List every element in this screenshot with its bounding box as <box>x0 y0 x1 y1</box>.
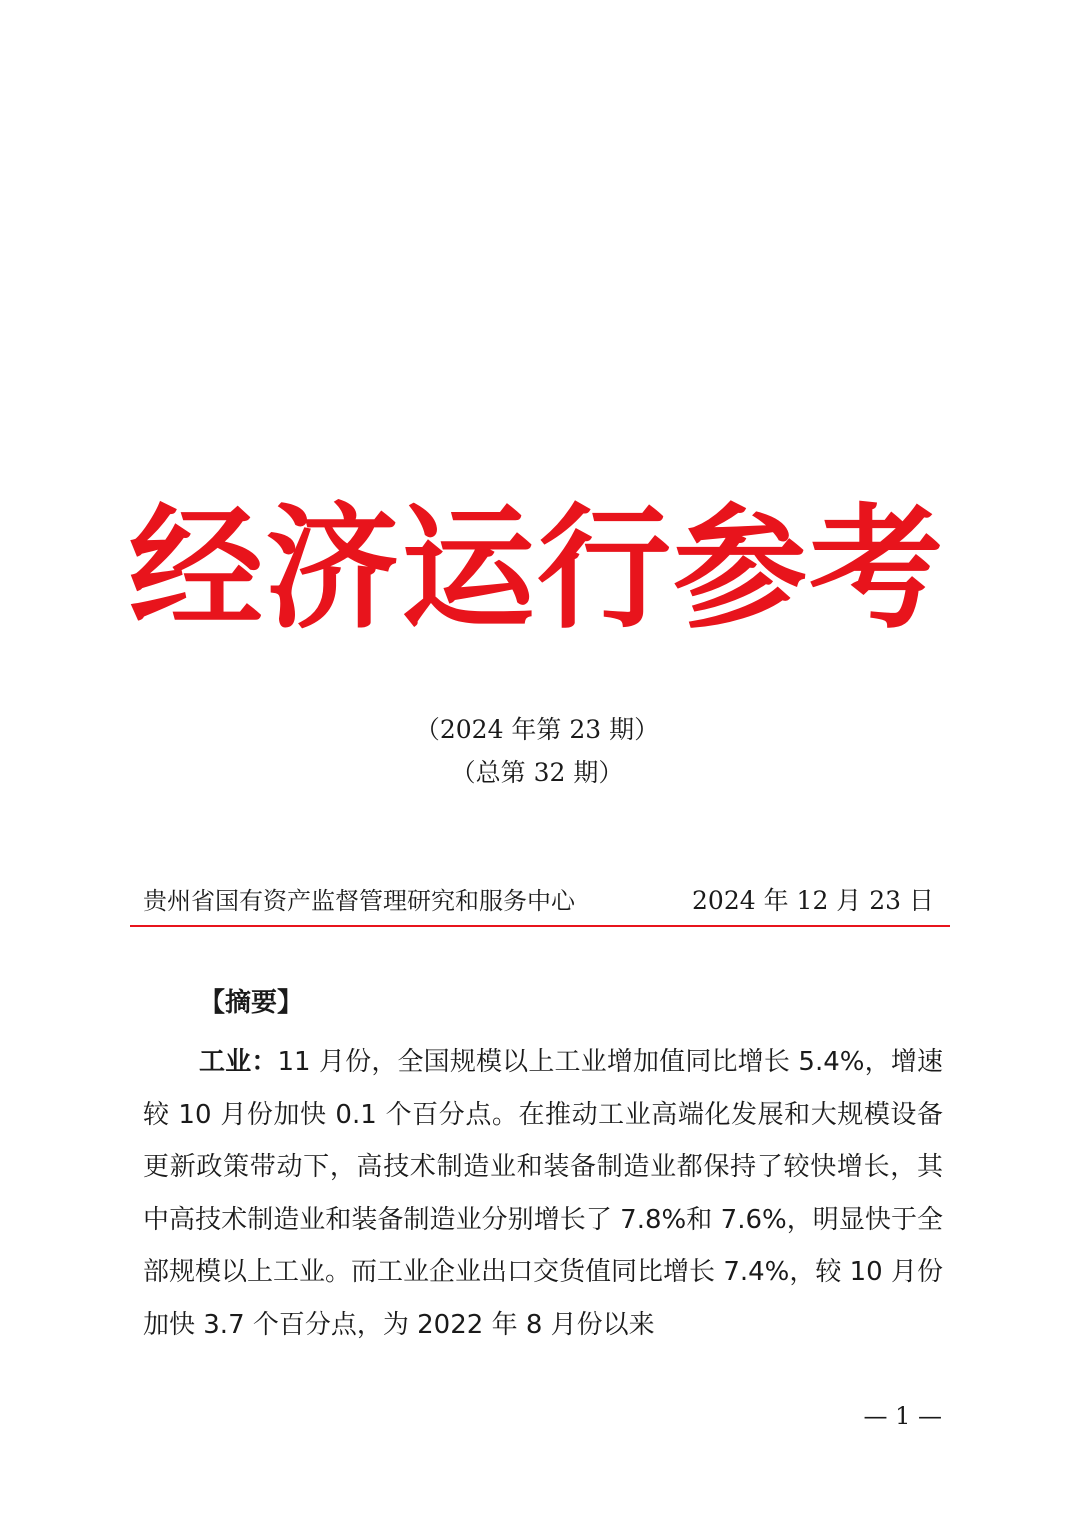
abstract-heading: 【摘要】 <box>199 988 304 1018</box>
issuing-organization: 贵州省国有资产监督管理研究和服务中心 <box>143 887 575 915</box>
paragraph-lead: 工业： <box>199 1047 278 1077</box>
cumulative-issue-number: （总第 32 期） <box>450 758 624 787</box>
issue-date: 2024 年 12 月 23 日 <box>692 886 934 915</box>
issue-number: （2024 年第 23 期） <box>414 715 660 744</box>
paragraph-text: 11 月份，全国规模以上工业增加值同比增长 5.4%，增速较 10 月份加快 0.1 个百分点。在推动工业高端化发展和大规模设备更新政策带动下，高技术制造业和装备制造业都保持了较快增长，其中高技术制造业和装备制造业分别增长了 7.8%和 7.6%，明显快于全部规模以上工业。而工业企业出口交货值同比增长 7.4%，较 10 月份加快 3.7 个百分点，为 2022 年 8 月份以来 <box>143 1047 943 1340</box>
masthead-title: 经济运行参考 <box>128 489 945 647</box>
red-divider-rule <box>130 925 950 927</box>
page-number: — 1 — <box>863 1402 942 1430</box>
abstract-paragraph <box>143 1036 943 1351</box>
